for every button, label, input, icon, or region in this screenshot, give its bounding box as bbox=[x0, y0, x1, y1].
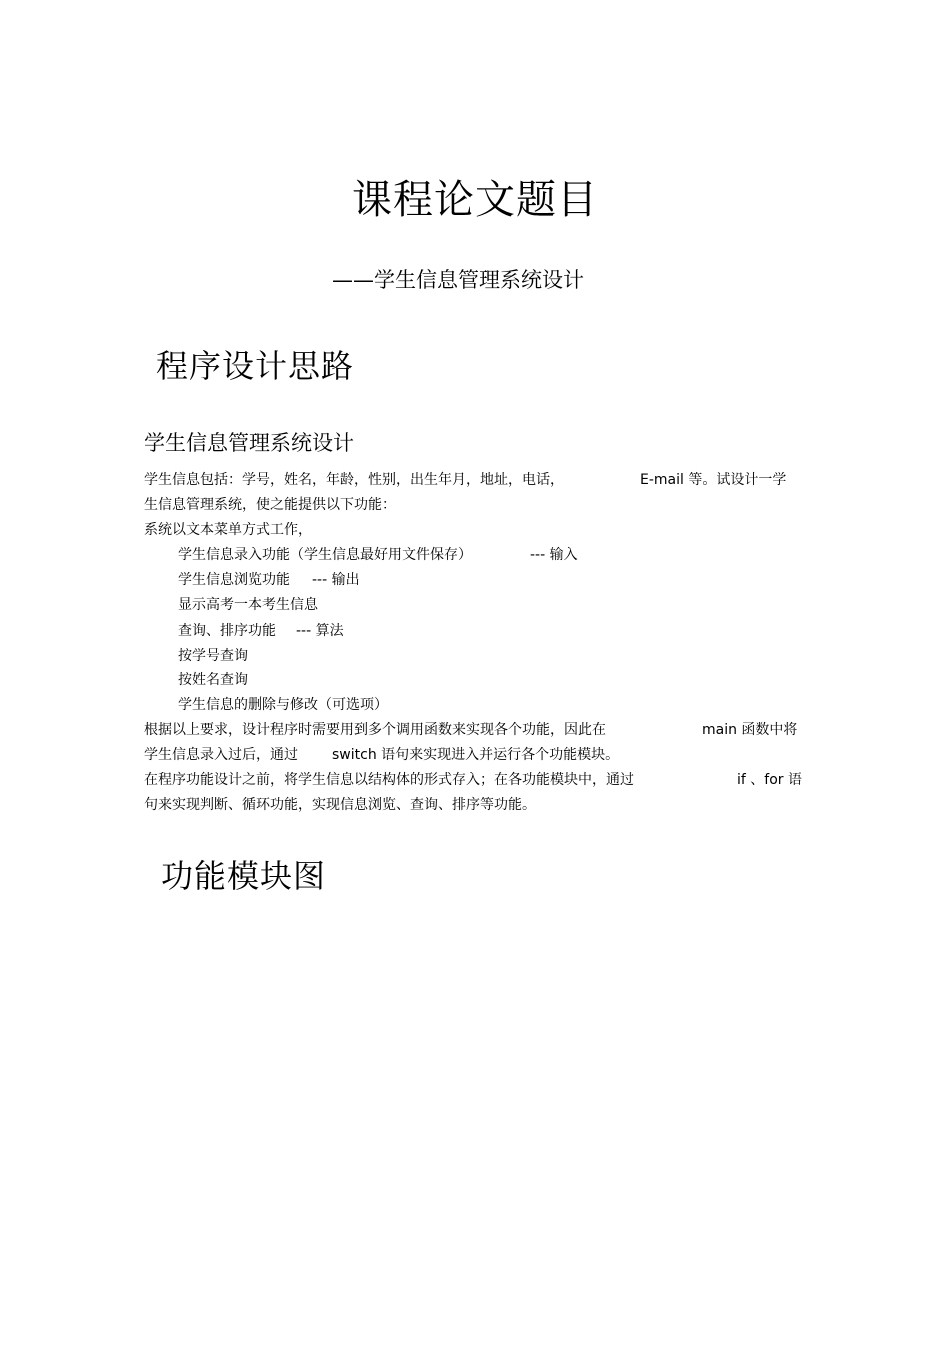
document-title: 课程论文题目 bbox=[352, 177, 598, 223]
feature-item-query-sort: 查询、排序功能 bbox=[178, 623, 276, 639]
section-heading-design-idea: 程序设计思路 bbox=[156, 347, 355, 385]
feature-item-input-suffix: --- 输入 bbox=[530, 547, 578, 563]
paragraph-req-3a: 在程序功能设计之前，将学生信息以结构体的形式存入；在各功能模块中，通过 bbox=[144, 772, 634, 788]
section-heading-module-diagram: 功能模块图 bbox=[161, 857, 327, 895]
paragraph-line-2: 生信息管理系统，使之能提供以下功能： bbox=[144, 497, 396, 513]
paragraph-req-2a: 学生信息录入过后，通过 bbox=[144, 747, 298, 763]
feature-item-top-tier: 显示高考一本考生信息 bbox=[178, 597, 318, 613]
feature-item-query-by-name: 按姓名查询 bbox=[178, 672, 248, 688]
paragraph-req-2b: switch 语句来实现进入并运行各个功能模块。 bbox=[332, 747, 620, 763]
subsection-heading: 学生信息管理系统设计 bbox=[144, 431, 354, 455]
paragraph-req-3b: if 、for 语 bbox=[737, 772, 802, 788]
paragraph-req-1a: 根据以上要求，设计程序时需要用到多个调用函数来实现各个功能，因此在 bbox=[144, 722, 606, 738]
paragraph-line-1a: 学生信息包括：学号，姓名，年龄，性别，出生年月，地址，电话， bbox=[144, 472, 564, 488]
paragraph-req-4: 句来实现判断、循环功能，实现信息浏览、查询、排序等功能。 bbox=[144, 797, 536, 813]
feature-item-browse: 学生信息浏览功能 bbox=[178, 572, 290, 588]
document-subtitle: ——学生信息管理系统设计 bbox=[332, 268, 584, 292]
paragraph-line-3: 系统以文本菜单方式工作， bbox=[144, 522, 312, 538]
paragraph-line-1b: E-mail 等。试设计一学 bbox=[640, 472, 787, 488]
feature-item-query-by-id: 按学号查询 bbox=[178, 648, 248, 664]
feature-item-query-sort-suffix: --- 算法 bbox=[296, 623, 344, 639]
feature-item-browse-suffix: --- 输出 bbox=[312, 572, 360, 588]
feature-item-input: 学生信息录入功能（学生信息最好用文件保存） bbox=[178, 547, 472, 563]
feature-item-delete-modify: 学生信息的删除与修改（可选项） bbox=[178, 697, 388, 713]
paragraph-req-1b: main 函数中将 bbox=[702, 722, 798, 738]
